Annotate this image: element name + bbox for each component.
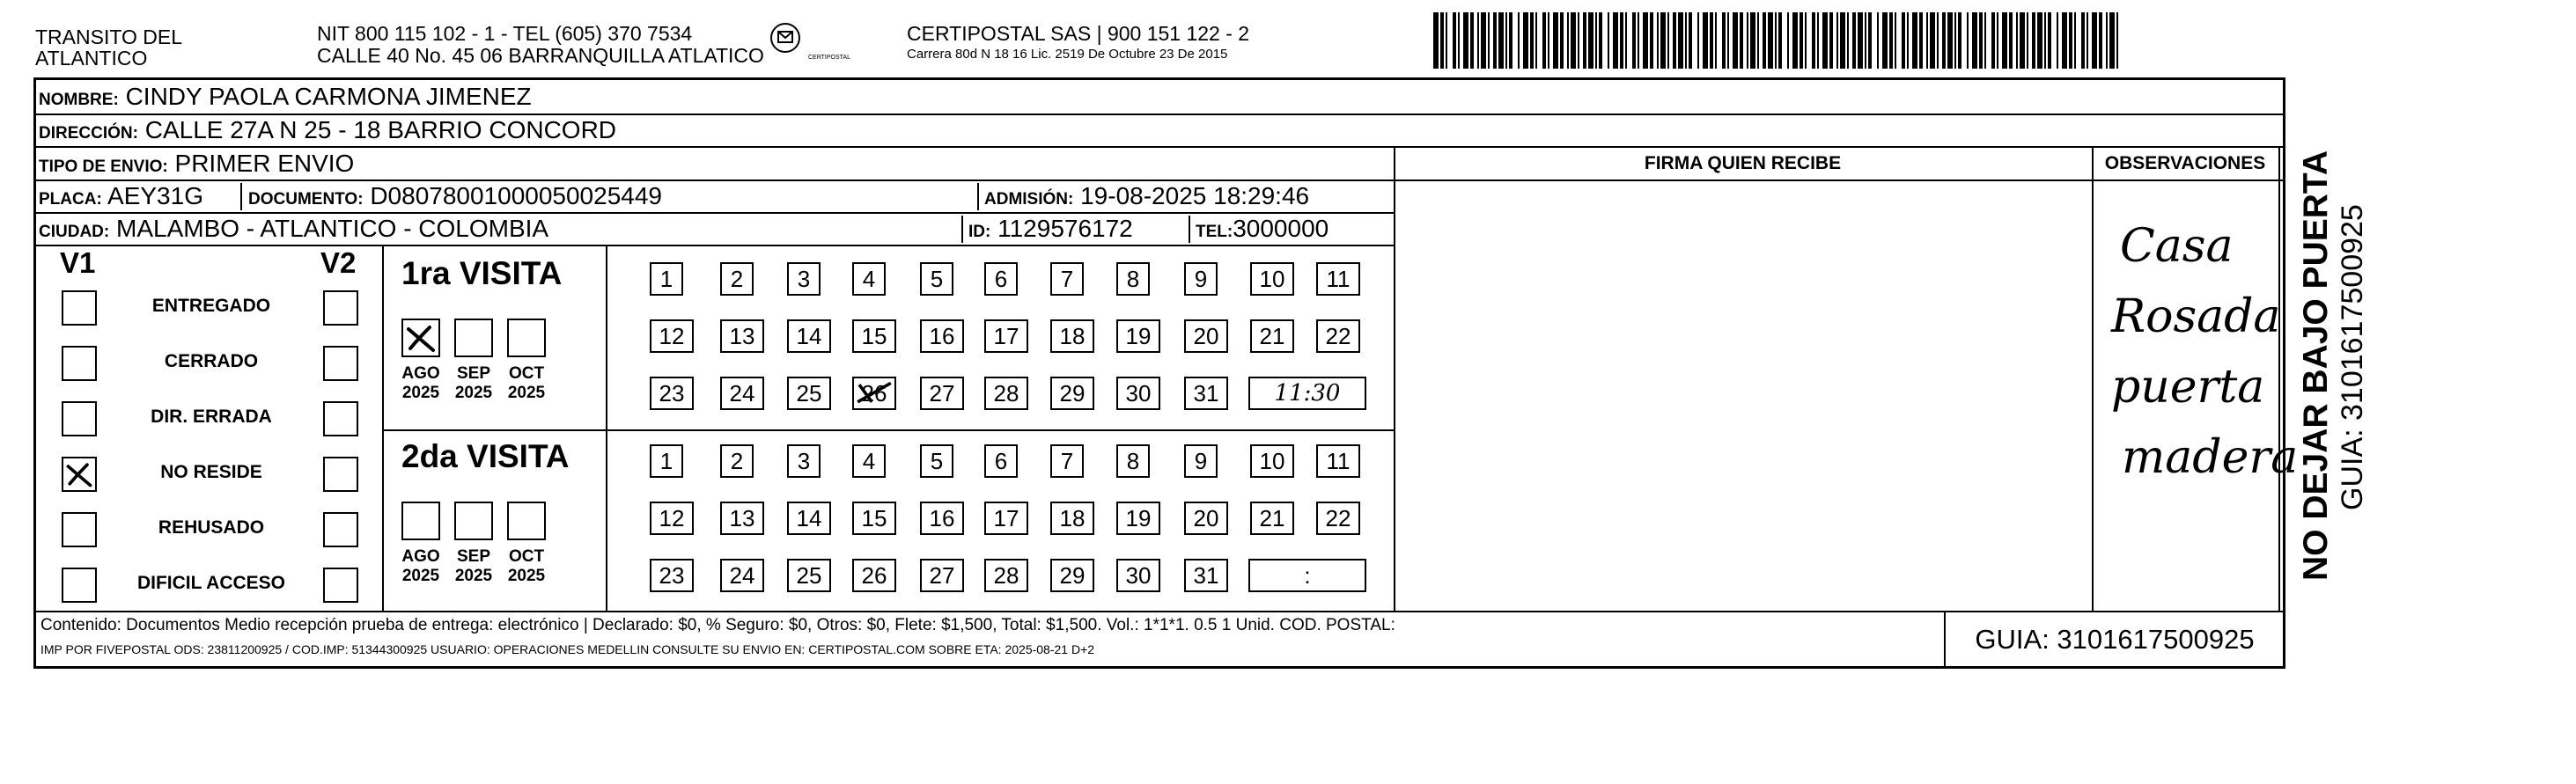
- barcode-bar: [1608, 12, 1609, 69]
- barcode-bar: [1477, 12, 1479, 69]
- barcode-bar: [1947, 12, 1953, 69]
- city-field: [39, 214, 548, 247]
- tel-label: TEL:: [1196, 223, 1233, 241]
- signature-label: FIRMA QUIEN RECIBE: [1644, 153, 1842, 173]
- barcode-bar: [1518, 12, 1520, 69]
- barcode-bar: [2062, 12, 2067, 69]
- ship-type-label: TIPO DE ENVIO:: [39, 158, 168, 176]
- barcode-bar: [1763, 12, 1766, 69]
- id-label: ID:: [968, 223, 991, 241]
- visit2-month-label: AGO 2025: [401, 547, 440, 585]
- barcode-bar: [2020, 12, 2025, 69]
- barcode-bar: [2099, 12, 2102, 69]
- visit2-day-4: 4: [852, 444, 886, 478]
- barcode-bar: [1673, 12, 1676, 69]
- v1-checkbox-cerrado: [62, 346, 97, 381]
- visit2-day-21: 21: [1250, 502, 1294, 535]
- barcode-bar: [1715, 12, 1717, 69]
- admission-field: [984, 181, 1309, 215]
- barcode-bar: [1967, 12, 1969, 69]
- visit1-month-label: AGO 2025: [401, 364, 440, 402]
- visit2-day-30: 30: [1116, 559, 1160, 592]
- visit2-day-13: 13: [720, 502, 764, 535]
- barcode-bar: [1895, 12, 1896, 69]
- visit1-month-oct: [507, 319, 546, 357]
- visit1-day-9: 9: [1184, 262, 1218, 296]
- visit1-day-16: 16: [920, 319, 964, 353]
- barcode-bar: [1954, 12, 1956, 69]
- visit1-title: 1ra VISITA: [401, 255, 563, 291]
- visit1-month-label: SEP 2025: [454, 364, 493, 402]
- barcode-bar: [1877, 12, 1879, 69]
- barcode-bar: [2016, 12, 2018, 69]
- barcode-bar: [2092, 12, 2097, 69]
- tel-value: 3000000: [1233, 215, 1329, 242]
- visit2-day-12: 12: [650, 502, 694, 535]
- observation-line-4: madera: [2122, 431, 2299, 484]
- org-name: TRANSITO DEL ATLANTICO: [35, 26, 182, 70]
- barcode-bar: [1740, 12, 1743, 69]
- status-label-entregado: ENTREGADO: [151, 296, 271, 316]
- barcode-bar: [1768, 12, 1773, 69]
- barcode-bar: [1505, 12, 1507, 69]
- visit1-day-18: 18: [1050, 319, 1094, 353]
- visit1-day-15: 15: [852, 319, 896, 353]
- v1-label: V1: [60, 246, 96, 279]
- barcode-bar: [1643, 12, 1648, 69]
- visit2-day-23: 23: [650, 559, 694, 592]
- barcode-bar: [1750, 12, 1755, 69]
- barcode-bar: [1578, 12, 1579, 69]
- visit2-day-6: 6: [984, 444, 1018, 478]
- status-label-no-reside: NO RESIDE: [160, 462, 262, 482]
- divider: [977, 183, 979, 210]
- visit2-time: :: [1248, 559, 1366, 592]
- barcode-bar: [1523, 12, 1528, 69]
- visit1-day-31: 31: [1184, 377, 1228, 410]
- visit1-day-22: 22: [1316, 319, 1360, 353]
- visit1-day-14: 14: [787, 319, 831, 353]
- document-value: D08078001000050025449: [370, 182, 662, 209]
- visit2-month-oct: [507, 502, 546, 540]
- org-address: CALLE 40 No. 45 06 BARRANQUILLA ATLATICO: [317, 44, 764, 67]
- visit2-day-1: 1: [650, 444, 683, 478]
- divider: [606, 245, 607, 611]
- certipostal-logo-icon: [769, 21, 802, 55]
- barcode-bar: [2037, 12, 2042, 69]
- check-mark-icon: [403, 320, 438, 355]
- barcode-bar: [2027, 12, 2028, 69]
- barcode-bar: [1470, 12, 1474, 69]
- barcode-bar: [1453, 12, 1456, 69]
- recipient-name: CINDY PAOLA CARMONA JIMENEZ: [125, 83, 532, 110]
- divider: [2092, 146, 2094, 611]
- divider: [382, 429, 1395, 431]
- barcode-bar: [1446, 12, 1447, 69]
- barcode-bar: [1792, 12, 1798, 69]
- carrier-name: CERTIPOSTAL SAS | 900 151 122 - 2: [907, 22, 1250, 45]
- barcode-bar: [1852, 12, 1856, 69]
- visit2-title: 2da VISITA: [401, 438, 570, 474]
- visit1-day-25: 25: [787, 377, 831, 410]
- barcode-bar: [1889, 12, 1893, 69]
- visit2-day-10: 10: [1250, 444, 1294, 478]
- barcode-bar: [1958, 12, 1961, 69]
- visit2-day-15: 15: [852, 502, 896, 535]
- status-label-dir-errada: DIR. ERRADA: [151, 407, 272, 427]
- barcode-bar: [1667, 12, 1669, 69]
- barcode-bar: [1836, 12, 1838, 69]
- status-label-dificil-acceso: DIFICIL ACCESO: [136, 573, 285, 593]
- visit2-day-24: 24: [720, 559, 764, 592]
- barcode-bar: [1632, 12, 1636, 69]
- logo-caption: CERTIPOSTAL: [808, 55, 850, 61]
- barcode-bar: [1660, 12, 1666, 69]
- v1-checkbox-entregado: [62, 290, 97, 326]
- barcode-bar: [1747, 12, 1748, 69]
- observation-line-1: Casa: [2120, 220, 2234, 273]
- visit2-month-label: SEP 2025: [454, 547, 493, 585]
- barcode-bar: [1685, 12, 1687, 69]
- plate-value: AEY31G: [107, 182, 203, 209]
- visit1-day-11: 11: [1316, 262, 1360, 296]
- v1-checkbox-rehusado: [62, 512, 97, 547]
- visit2-day-29: 29: [1050, 559, 1094, 592]
- visit2-day-18: 18: [1050, 502, 1094, 535]
- carrier-address: Carrera 80d N 18 16 Lic. 2519 De Octubre 23 De 2015: [907, 47, 1228, 62]
- address-label: DIRECCIÓN:: [39, 124, 138, 143]
- barcode-bar: [1775, 12, 1777, 69]
- visit1-day-30: 30: [1116, 377, 1160, 410]
- visit1-day-19: 19: [1116, 319, 1160, 353]
- id-field: [968, 214, 1133, 247]
- barcode-bar: [1727, 12, 1729, 69]
- barcode-bar: [1847, 12, 1849, 69]
- barcode-bar: [1817, 12, 1819, 69]
- divider: [1394, 146, 1395, 611]
- barcode-bar: [1458, 12, 1460, 69]
- barcode-bar: [1433, 12, 1439, 69]
- barcode-bar: [1787, 12, 1789, 69]
- document-field: [248, 181, 662, 215]
- divider: [961, 216, 963, 243]
- visit2-day-7: 7: [1050, 444, 1084, 478]
- v2-checkbox-dificil-acceso: [323, 568, 358, 603]
- barcode-bar: [1858, 12, 1863, 69]
- visit1-day-26: 26: [852, 377, 896, 410]
- barcode-bar: [1620, 12, 1623, 69]
- barcode-bar: [1595, 12, 1597, 69]
- barcode-bar: [1829, 12, 1833, 69]
- barcode-bar: [1530, 12, 1534, 69]
- side-guia: GUIA: 3101617500925: [2336, 204, 2369, 510]
- visit1-month-sep: [454, 319, 493, 357]
- plate-field: [39, 181, 203, 215]
- admission-value: 19-08-2025 18:29:46: [1080, 182, 1310, 209]
- visit2-day-27: 27: [920, 559, 964, 592]
- visit1-day-8: 8: [1116, 262, 1150, 296]
- name-label: NOMBRE:: [39, 91, 119, 109]
- barcode-bar: [1560, 12, 1564, 69]
- visit2-month-sep: [454, 502, 493, 540]
- barcode-bar: [2116, 12, 2118, 69]
- barcode-bar: [1937, 12, 1939, 69]
- visit1-day-21: 21: [1250, 319, 1294, 353]
- visit2-day-9: 9: [1184, 444, 1218, 478]
- barcode-bar: [1912, 12, 1917, 69]
- visit2-day-14: 14: [787, 502, 831, 535]
- barcode-bar: [1488, 12, 1490, 69]
- barcode-bar: [1812, 12, 1815, 69]
- barcode-bar: [1972, 12, 1977, 69]
- visit2-day-2: 2: [720, 444, 754, 478]
- barcode-bar: [2002, 12, 2007, 69]
- visit2-day-19: 19: [1116, 502, 1160, 535]
- barcode-bar: [1710, 12, 1713, 69]
- visit2-day-22: 22: [1316, 502, 1360, 535]
- barcode-bar: [2106, 12, 2108, 69]
- visit2-day-11: 11: [1316, 444, 1360, 478]
- check-mark-icon: [63, 458, 95, 490]
- no-under-door-notice: NO DEJAR BAJO PUERTA: [2297, 150, 2335, 581]
- visit1-day-12: 12: [650, 319, 694, 353]
- barcode-bar: [1907, 12, 1909, 69]
- barcode-bar: [2074, 12, 2076, 69]
- v2-checkbox-cerrado: [323, 346, 358, 381]
- status-label-rehusado: REHUSADO: [158, 517, 265, 538]
- visit1-day-23: 23: [650, 377, 694, 410]
- barcode-bar: [1599, 12, 1602, 69]
- address-row: [39, 115, 616, 149]
- visit1-day-5: 5: [920, 262, 953, 296]
- v2-checkbox-rehusado: [323, 512, 358, 547]
- observation-line-3: puerta: [2111, 361, 2265, 414]
- barcode-bar: [1571, 12, 1576, 69]
- observations-label: OBSERVACIONES: [2104, 153, 2266, 173]
- barcode-bar: [1638, 12, 1639, 69]
- visit2-month-label: OCT 2025: [507, 547, 546, 585]
- v2-checkbox-entregado: [323, 290, 358, 326]
- visit2-day-3: 3: [787, 444, 821, 478]
- v1-checkbox-no-reside: [62, 457, 97, 492]
- visit1-day-7: 7: [1050, 262, 1084, 296]
- visit1-day-28: 28: [984, 377, 1028, 410]
- barcode-bar: [1689, 12, 1692, 69]
- city-label: CIUDAD:: [39, 223, 110, 241]
- barcode-bar: [1553, 12, 1558, 69]
- visit2-day-16: 16: [920, 502, 964, 535]
- visit1-day-13: 13: [720, 319, 764, 353]
- divider: [2278, 146, 2280, 611]
- barcode-bar: [1678, 12, 1683, 69]
- visit1-time: 11:30: [1248, 377, 1366, 410]
- barcode-bar: [2069, 12, 2072, 69]
- document-label: DOCUMENTO:: [248, 190, 364, 209]
- recipient-address: CALLE 27A N 25 - 18 BARRIO CONCORD: [144, 116, 617, 143]
- visit2-day-28: 28: [984, 559, 1028, 592]
- visit1-day-3: 3: [787, 262, 821, 296]
- v2-checkbox-dir-errada: [323, 401, 358, 436]
- barcode-bar: [1493, 12, 1497, 69]
- visit2-day-17: 17: [984, 502, 1028, 535]
- barcode-bar: [1919, 12, 1923, 69]
- barcode-bar: [1840, 12, 1845, 69]
- visit1-month-ago: [401, 319, 440, 357]
- plate-label: PLACA:: [39, 190, 102, 209]
- barcode-bar: [1984, 12, 1986, 69]
- org-nit: NIT 800 115 102 - 1 - TEL (605) 370 7534: [317, 22, 693, 45]
- visit2-day-26: 26: [852, 559, 896, 592]
- barcode-bar: [2048, 12, 2051, 69]
- barcode-bar: [1757, 12, 1759, 69]
- visit2-day-25: 25: [787, 559, 831, 592]
- barcode-bar: [1548, 12, 1549, 69]
- strike-mark-icon: [854, 378, 894, 408]
- visit2-day-8: 8: [1116, 444, 1150, 478]
- barcode-bar: [1997, 12, 1998, 69]
- barcode-bar: [1535, 12, 1537, 69]
- v2-checkbox-no-reside: [323, 457, 358, 492]
- footer-guia: GUIA: 3101617500925: [1975, 624, 2255, 655]
- name-row: [39, 82, 532, 115]
- barcode-bar: [1722, 12, 1726, 69]
- barcode-bar: [1822, 12, 1828, 69]
- barcode-bar: [1805, 12, 1807, 69]
- visit1-day-24: 24: [720, 377, 764, 410]
- visit1-day-20: 20: [1184, 319, 1228, 353]
- visit1-month-label: OCT 2025: [507, 364, 546, 402]
- v2-label: V2: [320, 246, 357, 279]
- barcode-bar: [2109, 12, 2115, 69]
- visit1-day-1: 1: [650, 262, 683, 296]
- barcode-bar: [1926, 12, 1928, 69]
- barcode-bar: [1567, 12, 1569, 69]
- visit1-day-6: 6: [984, 262, 1018, 296]
- visit1-day-10: 10: [1250, 262, 1294, 296]
- barcode-bar: [1509, 12, 1512, 69]
- barcode-bar: [1498, 12, 1504, 69]
- visit1-day-2: 2: [720, 262, 754, 296]
- barcode-bar: [1588, 12, 1593, 69]
- divider: [382, 245, 384, 611]
- barcode-bar: [1703, 12, 1708, 69]
- visit2-day-5: 5: [920, 444, 953, 478]
- barcode-bar: [2087, 12, 2088, 69]
- barcode-bar: [2081, 12, 2085, 69]
- id-value: 1129576172: [997, 215, 1133, 242]
- ship-type: PRIMER ENVIO: [174, 150, 355, 177]
- admission-label: ADMISIÓN:: [984, 190, 1074, 209]
- visit1-day-4: 4: [852, 262, 886, 296]
- visit2-day-20: 20: [1184, 502, 1228, 535]
- v1-checkbox-dir-errada: [62, 401, 97, 436]
- barcode-bar: [1882, 12, 1888, 69]
- barcode-bar: [1657, 12, 1659, 69]
- barcode-bar: [1613, 12, 1618, 69]
- barcode-bar: [1463, 12, 1468, 69]
- observation-line-2: Rosada: [2111, 290, 2281, 343]
- barcode-bar: [1625, 12, 1627, 69]
- v1-checkbox-dificil-acceso: [62, 568, 97, 603]
- barcode-bar: [1902, 12, 1905, 69]
- barcode-bar: [2057, 12, 2058, 69]
- status-label-cerrado: CERRADO: [164, 351, 259, 371]
- barcode-bar: [1800, 12, 1803, 69]
- tel-field: [1196, 214, 1328, 247]
- barcode-bar: [1991, 12, 1995, 69]
- barcode-bar: [1778, 12, 1782, 69]
- visit2-month-ago: [401, 502, 440, 540]
- barcode-bar: [1481, 12, 1486, 69]
- visit1-day-27: 27: [920, 377, 964, 410]
- barcode-bar: [1583, 12, 1586, 69]
- barcode-bar: [1733, 12, 1738, 69]
- barcode-bar: [1868, 12, 1872, 69]
- visit2-day-31: 31: [1184, 559, 1228, 592]
- ship-type-row: [39, 149, 354, 182]
- divider: [240, 183, 242, 210]
- barcode-bar: [1542, 12, 1546, 69]
- visit1-day-29: 29: [1050, 377, 1094, 410]
- divider: [1189, 216, 1190, 243]
- barcode-bar: [2032, 12, 2035, 69]
- barcode-bar: [2044, 12, 2046, 69]
- barcode-bar: [1930, 12, 1935, 69]
- barcode-bar: [1979, 12, 1983, 69]
- barcode-bar: [1650, 12, 1653, 69]
- barcode-bar: [1942, 12, 1946, 69]
- footer-content: Contenido: Documentos Medio recepción prueba de entrega: electrónico | Declarado: $0, % Seguro: $0, Otros: $0, Flete: $1,500, Total: $1,500. Vol.: 1*1*1. 0.5 1 Unid. COD. POSTAL:: [40, 616, 1395, 634]
- footer-print-info: IMP POR FIVEPOSTAL ODS: 23811200925 / COD.IMP: 51344300925 USUARIO: OPERACIONES MEDELLIN CONSULTE SU ENVIO EN: CERTIPOSTAL.COM SOBRE ETA: 2025-08-21 D+2: [40, 642, 1095, 656]
- barcode-bar: [1865, 12, 1866, 69]
- barcode-bar: [2009, 12, 2013, 69]
- city-value: MALAMBO - ATLANTICO - COLOMBIA: [116, 215, 549, 242]
- barcode-bar: [1440, 12, 1444, 69]
- barcode: [1433, 12, 2120, 69]
- visit1-day-17: 17: [984, 319, 1028, 353]
- barcode-bar: [1697, 12, 1699, 69]
